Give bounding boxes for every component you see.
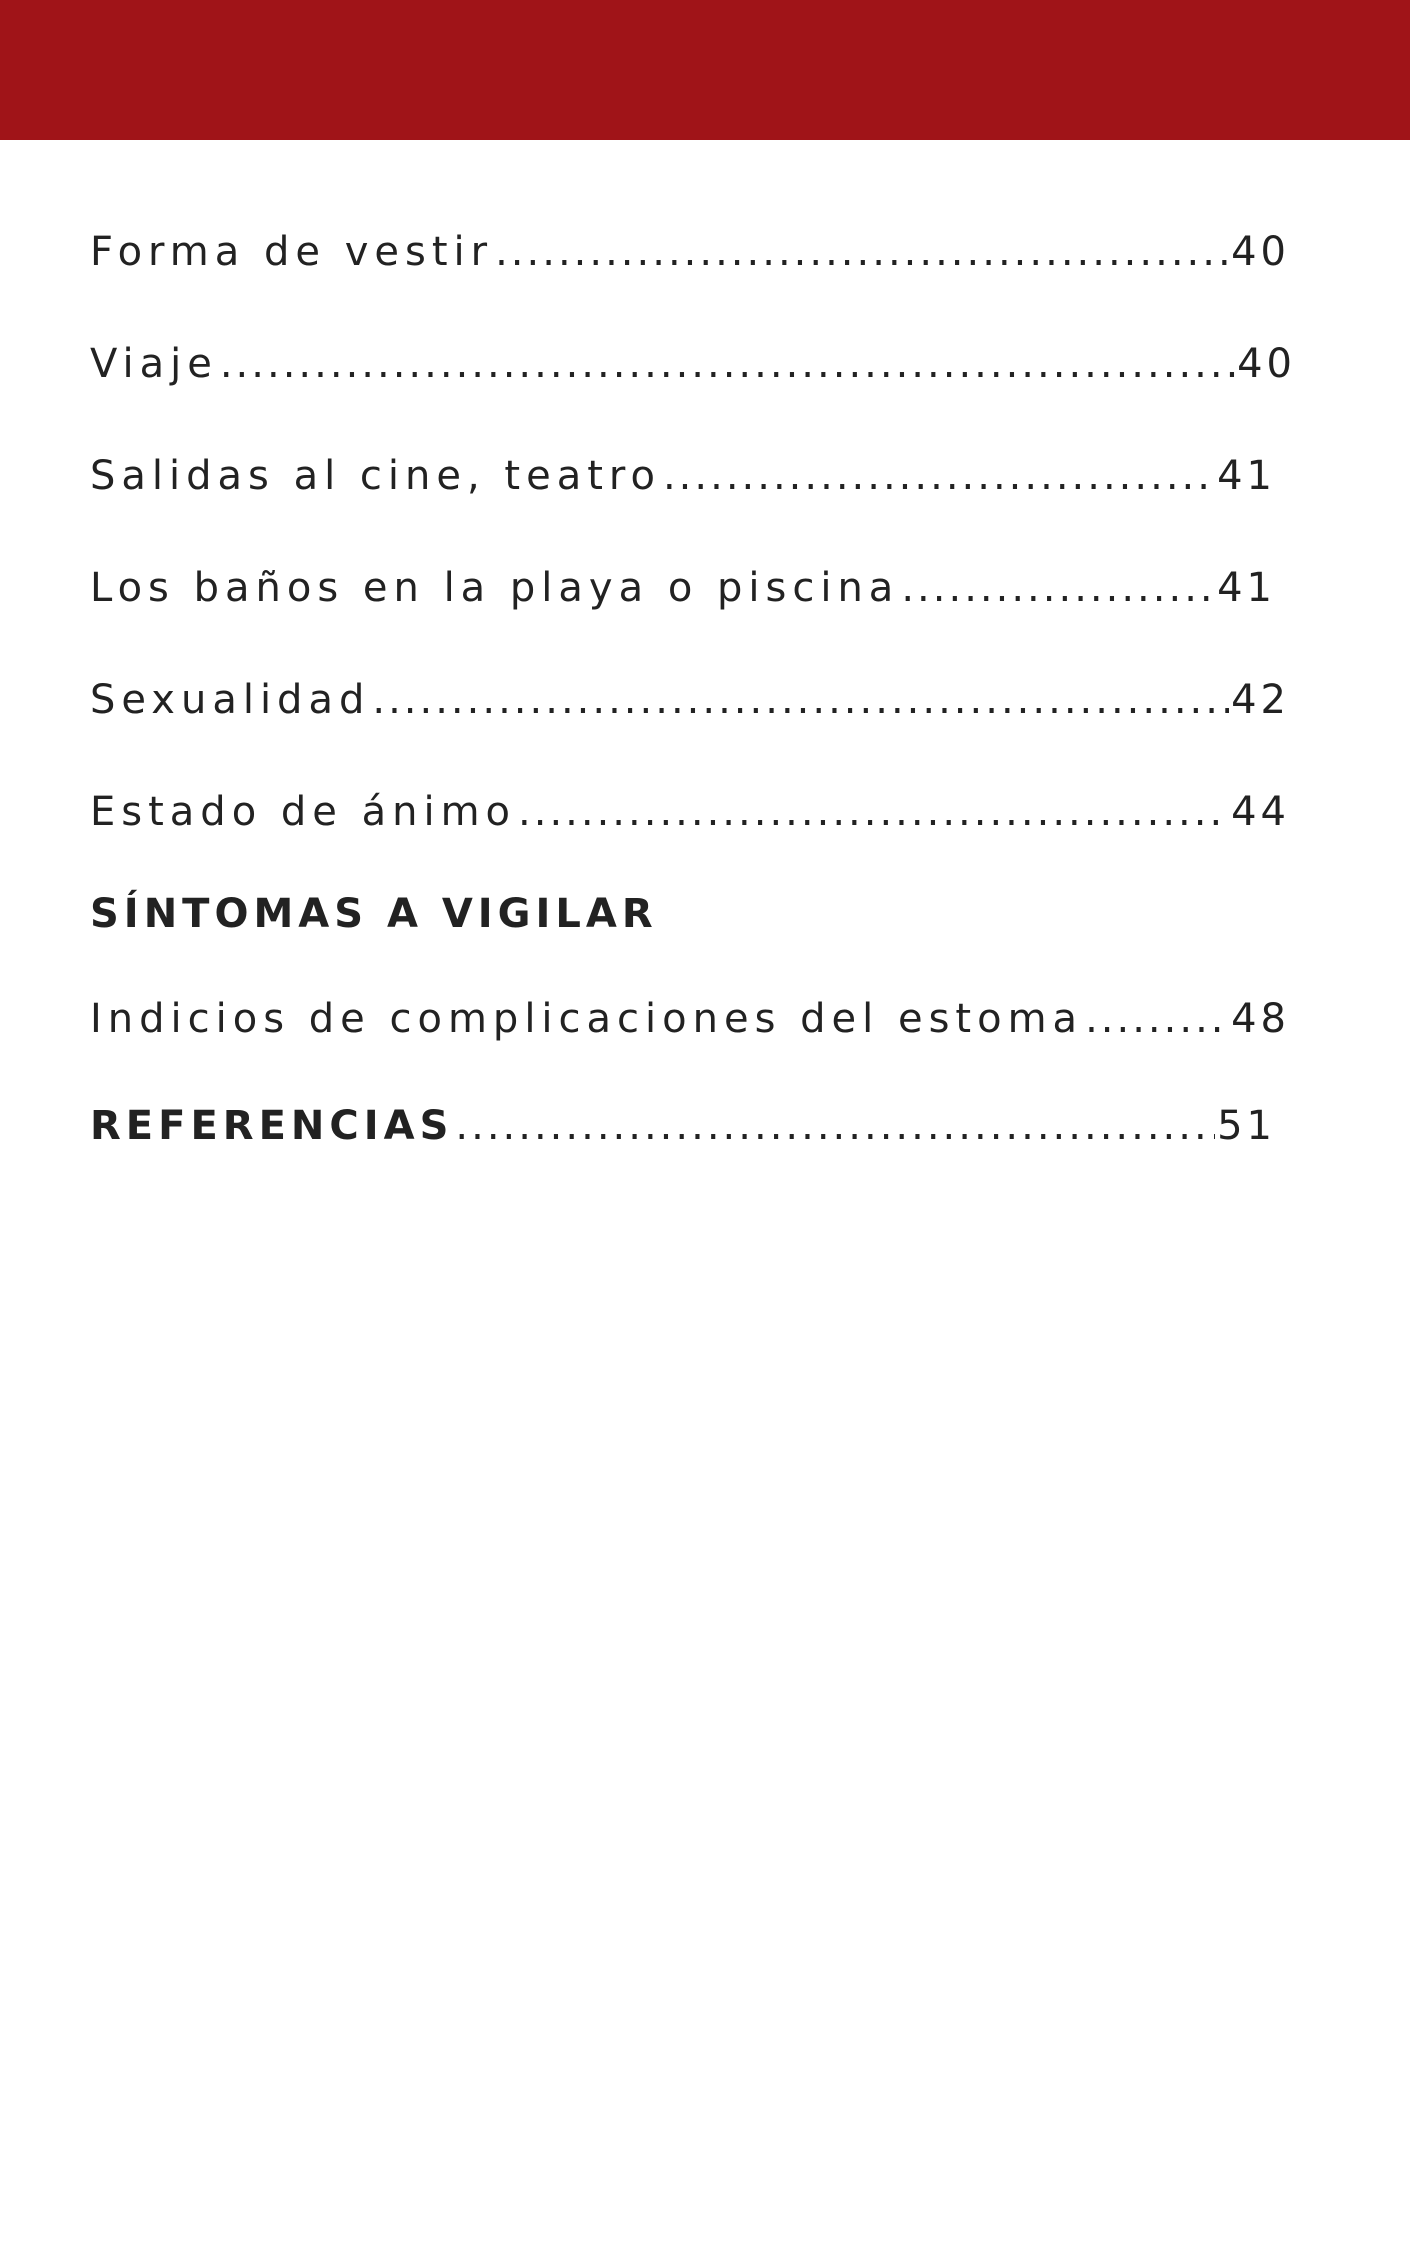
- dot-leader: [1085, 995, 1229, 1043]
- toc-entry-page: 51: [1217, 1103, 1276, 1149]
- dot-leader: [518, 788, 1229, 836]
- toc-entry-salidas[interactable]: [90, 452, 1276, 500]
- toc-entry-sexualidad[interactable]: [90, 676, 1290, 724]
- toc-entry-banos[interactable]: [90, 564, 1276, 612]
- section-heading-sintomas: SÍNTOMAS A VIGILAR: [90, 891, 658, 937]
- toc-entry-label: Los baños en la playa o piscina: [90, 565, 900, 611]
- toc-entry-label: Indicios de complicaciones del estoma: [90, 996, 1084, 1042]
- toc-entry-page: 41: [1217, 453, 1276, 499]
- toc-entry-referencias[interactable]: [90, 1102, 1276, 1150]
- toc-entry-page: 42: [1231, 677, 1290, 723]
- dot-leader: [455, 1102, 1215, 1150]
- dot-leader: [901, 564, 1215, 612]
- toc-entry-page: 44: [1231, 789, 1290, 835]
- dot-leader: [220, 340, 1235, 388]
- toc-entry-page: 41: [1217, 565, 1276, 611]
- dot-leader: [372, 676, 1229, 724]
- toc-entry-label: Sexualidad: [90, 677, 371, 723]
- top-color-band: [0, 0, 1410, 140]
- dot-leader: [663, 452, 1215, 500]
- toc-entry-page: 40: [1237, 341, 1296, 387]
- toc-entry-label: Estado de ánimo: [90, 789, 517, 835]
- dot-leader: [495, 228, 1229, 276]
- toc-entry-label: REFERENCIAS: [90, 1103, 454, 1149]
- toc-entry-indicios[interactable]: [90, 995, 1290, 1043]
- toc-entry-estado-de-animo[interactable]: [90, 788, 1290, 836]
- toc-entry-page: 40: [1231, 229, 1290, 275]
- toc-entry-label: Forma de vestir: [90, 229, 494, 275]
- toc-entry-label: Salidas al cine, teatro: [90, 453, 661, 499]
- toc-entry-label: Viaje: [90, 341, 218, 387]
- toc-entry-forma-de-vestir[interactable]: [90, 228, 1290, 276]
- toc-entry-viaje[interactable]: [90, 340, 1296, 388]
- toc-entry-page: 48: [1231, 996, 1290, 1042]
